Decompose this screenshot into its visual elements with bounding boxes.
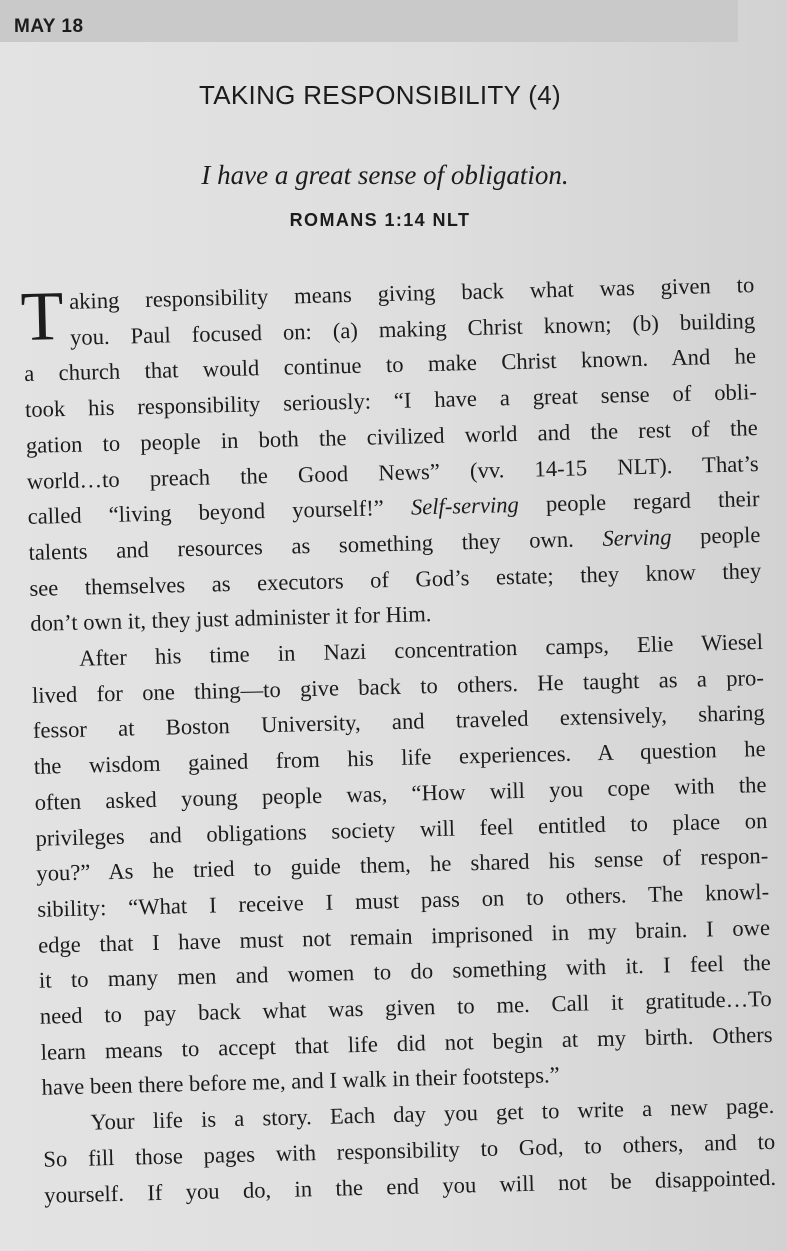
text-run: people [699,521,761,549]
text-line: yourself. If you do, in the end you will not be disappointed. [43,1164,777,1208]
text-line: a church that would continue to make Christ known. And he [23,343,757,387]
page-title: TAKING RESPONSIBILITY (4) [199,80,561,110]
text-line: often asked young people was, “How will you cope with the [34,771,767,815]
text-line: So fill those pages with responsibility to God, to others, and to [43,1128,776,1172]
date-label: MAY 18 [14,16,84,37]
italic-text: Serving [602,524,672,551]
text-run: talents and resources as something they own. [28,526,575,565]
text-line: see themselves as executors of God’s estate; they know they [29,557,762,601]
text-line: have been there before me, and I walk in their footsteps.” [41,1062,560,1101]
text-line: learn means to accept that life did not begin at my birth. Others [40,1021,773,1065]
text-line: need to pay back what was given to me. Call it gratitude…To [39,985,772,1029]
paragraph-3 [42,1088,776,1213]
body-text [19,267,777,1213]
text-run: people regard their [545,486,760,517]
drop-cap: T [19,278,65,357]
text-line: sibility: “What I receive I must pass on to others. The knowl- [36,878,770,922]
text-line: took his responsibility seriously: “I have a great sense of obli- [24,379,758,423]
text-line: it to many men and women to do something with it. I feel the [38,950,772,994]
text-line: world…to preach the Good News” (vv. 14-15 NLT). That’s [26,450,759,494]
verse-reference: ROMANS 1:14 NLT [289,210,471,230]
paragraph-1 [19,267,763,642]
italic-text: Self-serving [410,492,520,520]
text-line: edge that I have must not remain imprisoned in my brain. I owe [37,914,771,958]
text-line: privileges and obligations society will feel entitled to place on [35,807,768,851]
text-line: you?” As he tried to guide them, he shared his sense of respon- [36,843,769,887]
text-line: aking responsibility means giving back what was given to [68,272,755,314]
verse-text: I have a great sense of obligation. [201,160,569,190]
text-line: Your life is a story. Each day you get to write a new page. [90,1093,775,1135]
text-line: gation to people in both the civilized world and the rest of the [25,414,759,458]
text-line: After his time in Nazi concentration camps, Elie Wiesel [78,629,764,671]
text-line: lived for one thing—to give back to others. He taught as a pro- [31,664,765,708]
paragraph-2 [31,624,774,1106]
text-line: you. Paul focused on: (a) making Christ known; (b) building [69,307,756,350]
text-line: fessor at Boston University, and traveled extensively, sharing [32,700,765,744]
text-line: the wisdom gained from his life experiences. A question he [33,736,766,779]
date-tab [0,0,738,42]
text-line: don’t own it, they just administer it for Him. [29,601,432,637]
text-run: called “living beyond yourself!” [27,495,385,530]
